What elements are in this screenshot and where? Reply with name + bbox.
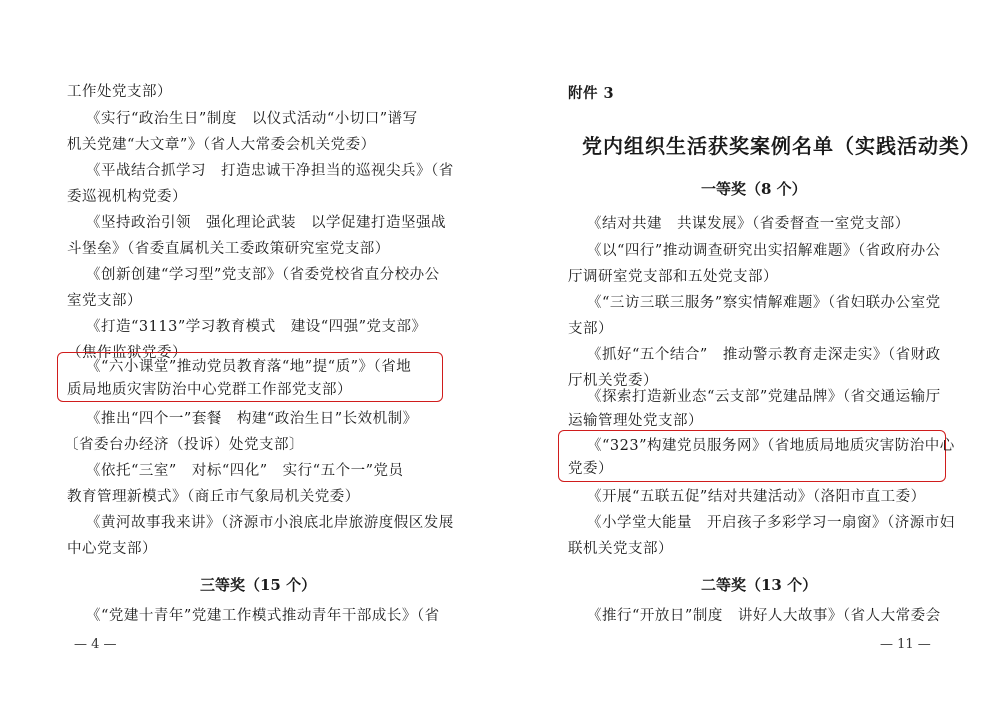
text-line: 《黄河故事我来讲》（济源市小浪底北岸旅游度假区发展 [86,515,454,531]
text-line: 《小学堂大能量 开启孩子多彩学习一扇窗》（济源市妇 [587,515,955,531]
text-line: 厅机关党委） [568,373,658,389]
text-line: 《“党建十青年”党建工作模式推动青年干部成长》（省 [86,608,440,624]
text-line: 中心党支部） [67,541,157,557]
text-line: 支部） [568,321,613,337]
text-line: 《结对共建 共谋发展》（省委督查一室党支部） [587,216,910,232]
text-line: 教育管理新模式》（商丘市气象局机关党委） [67,489,360,505]
text-line: 联机关党支部） [568,541,673,557]
text-line: 《坚持政治引领 强化理论武装 以学促建打造坚强战 [86,215,446,231]
page-number: — 11 — [880,637,931,652]
text-line: 《以“四行”推动调查研究出实招解难题》（省政府办公 [587,243,941,259]
text-line: 《抓好“五个结合” 推动警示教育走深走实》（省财政 [587,347,941,363]
page-number: — 4 — [74,637,117,652]
text-line: 委巡视机构党委） [67,189,187,205]
text-line: 〔省委台办经济（投诉）处党支部〕 [64,437,304,453]
document-title: 党内组织生活获奖案例名单（实践活动类） [582,134,981,158]
text-line: 运输管理处党支部） [568,413,703,429]
text-line: 室党支部） [67,293,142,309]
section-heading-second-prize: 二等奖（13 个） [701,576,818,594]
section-heading-third-prize: 三等奖（15 个） [200,576,317,594]
text-line: 机关党建“大文章”》（省人大常委会机关党委） [67,137,376,153]
text-line: 《探索打造新业态“云支部”党建品牌》（省交通运输厅 [587,389,941,405]
text-line: 《依托“三室” 对标“四化” 实行“五个一”党员 [86,463,404,479]
text-line: 质局地质灾害防治中心党群工作部党支部） [67,382,352,398]
text-line: 《创新创建“学习型”党支部》（省委党校省直分校办公 [86,267,440,283]
text-line: 工作处党支部） [67,84,172,100]
text-line: 厅调研室党支部和五处党支部） [568,269,778,285]
text-line: 《打造“3113”学习教育模式 建设“四强”党支部》 [86,319,427,335]
text-line: （焦作监狱党委） [67,345,187,361]
right-page [500,0,1000,707]
text-line: 《推出“四个一”套餐 构建“政治生日”长效机制》 [86,411,418,427]
text-line: 《开展“五联五促”结对共建活动》（洛阳市直工委） [587,489,926,505]
text-line: 《平战结合抓学习 打造忠诚干净担当的巡视尖兵》（省 [86,163,454,179]
section-heading-first-prize: 一等奖（8 个） [701,180,807,198]
text-line: 《实行“政治生日”制度 以仪式活动“小切口”谱写 [86,111,418,127]
attachment-label: 附件 3 [568,85,615,102]
text-line: 《“三访三联三服务”察实情解难题》（省妇联办公室党 [587,295,941,311]
text-line: 《推行“开放日”制度 讲好人大故事》（省人大常委会 [587,608,941,624]
text-line: 党委） [568,461,613,477]
text-line: 《“六小课堂”推动党员教育落“地”提“质”》（省地 [86,359,412,375]
text-line: 斗堡垒》（省委直属机关工委政策研究室党支部） [67,241,390,257]
text-line: 《“323”构建党员服务网》（省地质局地质灾害防治中心 [587,438,955,454]
